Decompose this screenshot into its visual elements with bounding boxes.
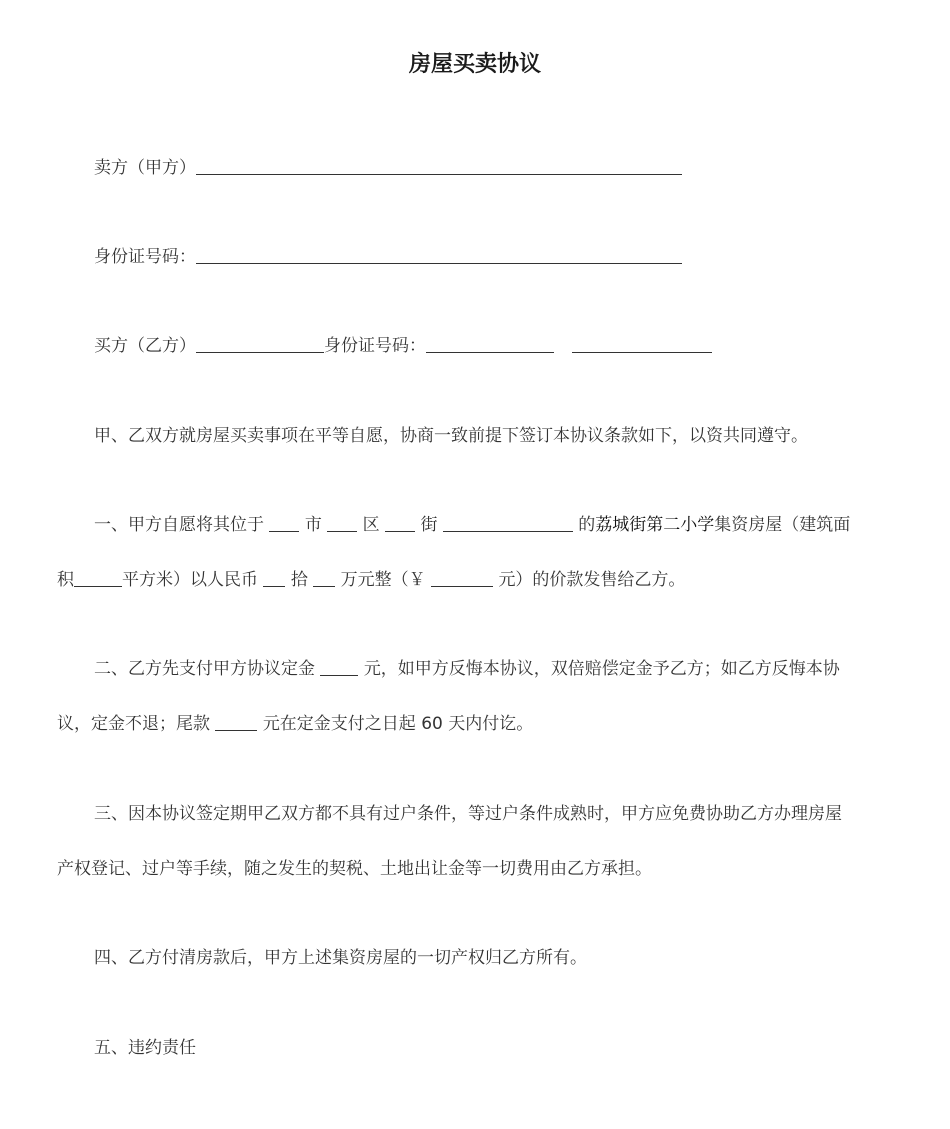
clause1-line1 (94, 512, 934, 538)
balance-blank[interactable] (215, 712, 257, 731)
buyer-label: 买方（乙方） (94, 336, 196, 356)
seller-id-blank[interactable] (196, 245, 682, 264)
clause1-line2 (57, 567, 897, 593)
clause1-text-b: 积 (57, 570, 74, 590)
clause2-line2 (57, 711, 897, 737)
clause1-street: 街 (420, 515, 438, 535)
buyer-id-blank-2[interactable] (572, 334, 712, 353)
clause1-yuan: 元）的价款发售给乙方。 (498, 570, 686, 590)
clause1-tail: 集资房屋（建筑面 (714, 515, 851, 535)
clause1-city: 市 (304, 515, 322, 535)
clause1-place: 荔城街第二小学 (595, 515, 715, 535)
clause3-line2: 产权登记、过户等手续，随之发生的契税、土地出让金等一切费用由乙方承担。 (57, 859, 652, 879)
seller-line (94, 155, 934, 181)
clause1-wan: 万元整（￥ (340, 570, 426, 590)
buyer-id-label: 身份证号码： (324, 336, 426, 356)
clause1-text-a: 一、甲方自愿将其位于 (94, 515, 264, 535)
seller-label: 卖方（甲方） (94, 158, 196, 178)
seller-id-label: 身份证号码： (94, 247, 196, 267)
seller-name-blank[interactable] (196, 156, 682, 175)
clause2-text-c: 议，定金不退；尾款 (57, 714, 210, 734)
address-blank[interactable] (443, 513, 573, 532)
clause2-text-d: 元在定金支付之日起 60 天内付讫。 (262, 714, 534, 734)
price-wan-blank[interactable] (313, 568, 335, 587)
price-amount-blank[interactable] (431, 568, 493, 587)
clause2-text-b: 元，如甲方反悔本协议，双倍赔偿定金予乙方；如乙方反悔本协 (363, 659, 840, 679)
city-blank[interactable] (269, 513, 299, 532)
clause1-of: 的 (578, 515, 596, 535)
area-blank[interactable] (74, 568, 122, 587)
buyer-name-blank[interactable] (196, 334, 324, 353)
clause4-text: 四、乙方付清房款后，甲方上述集资房屋的一切产权归乙方所有。 (94, 948, 587, 968)
clause1-district: 区 (362, 515, 380, 535)
buyer-line (94, 333, 934, 359)
street-blank[interactable] (385, 513, 415, 532)
preamble-text: 甲、乙双方就房屋买卖事项在平等自愿，协商一致前提下签订本协议条款如下，以资共同遵守。 (94, 426, 808, 446)
seller-id-line (94, 244, 934, 270)
district-blank[interactable] (327, 513, 357, 532)
clause3-line1: 三、因本协议签定期甲乙双方都不具有过户条件，等过户条件成熟时，甲方应免费协助乙方办理房屋 (94, 804, 842, 824)
clause1-shi: 拾 (290, 570, 308, 590)
clause2-line1 (94, 656, 934, 682)
document-title: 房屋买卖协议 (408, 52, 541, 77)
clause2-text-a: 二、乙方先支付甲方协议定金 (94, 659, 315, 679)
deposit-blank[interactable] (320, 657, 358, 676)
clause1-sqm: 平方米）以人民币 (122, 570, 258, 590)
buyer-id-blank-1[interactable] (426, 334, 554, 353)
clause5-heading: 五、违约责任 (94, 1038, 196, 1058)
price-shi-blank[interactable] (263, 568, 285, 587)
